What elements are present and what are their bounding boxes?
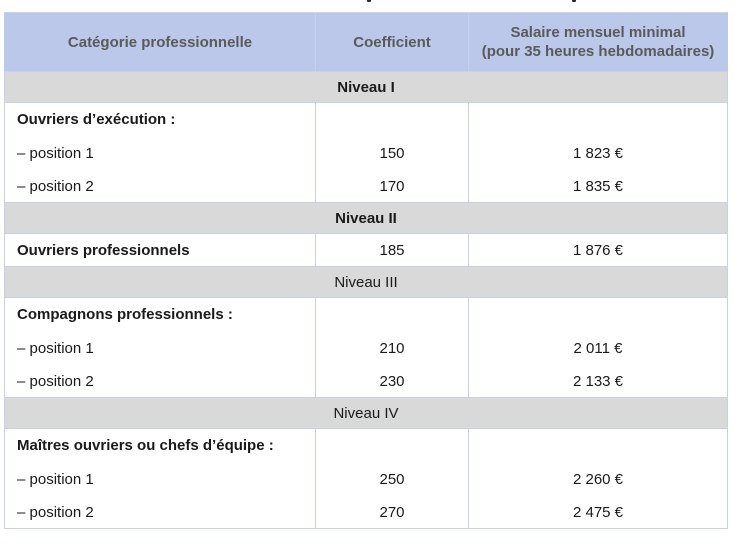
level-row [5,398,728,429]
coefficient-cell [316,103,469,137]
coefficient-cell [316,298,469,332]
table-row [5,365,728,398]
cropped-glyph [572,0,576,2]
level-row [5,203,728,234]
salary-cell: 2 260 € [469,463,728,496]
coefficient-cell: 185 [316,234,469,267]
salary-cell: 1 823 € [469,137,728,170]
coefficient-cell: 230 [316,365,469,398]
coefficient-cell: 170 [316,170,469,203]
level-label: Niveau II [5,203,728,234]
salary-cell [469,298,728,332]
salary-cell: 2 133 € [469,365,728,398]
group-title: Ouvriers d’exécution : [5,103,316,137]
coefficient-cell: 150 [316,137,469,170]
header-category: Catégorie professionnelle [5,13,316,72]
header-salary-line2: (pour 35 heures hebdomadaires) [481,43,715,60]
coefficient-cell: 250 [316,463,469,496]
table-row [5,234,728,267]
header-coefficient: Coefficient [316,13,469,72]
category-cell: – position 1 [5,332,316,365]
category-cell: – position 2 [5,496,316,529]
salary-cell: 2 011 € [469,332,728,365]
group-title-row [5,298,728,332]
category-cell: – position 2 [5,170,316,203]
coefficient-cell: 210 [316,332,469,365]
table-row [5,332,728,365]
top-cropped-edge [0,0,735,8]
table-row [5,463,728,496]
level-label: Niveau III [5,267,728,298]
level-label: Niveau IV [5,398,728,429]
salary-table [4,12,728,529]
level-label: Niveau I [5,72,728,103]
category-cell: – position 1 [5,137,316,170]
table-row [5,137,728,170]
salary-cell: 1 876 € [469,234,728,267]
cropped-glyph [367,0,371,2]
category-cell: Ouvriers professionnels [5,234,316,267]
table-header [5,13,728,72]
group-title: Maîtres ouvriers ou chefs d’équipe : [5,429,316,463]
coefficient-cell [316,429,469,463]
category-cell: – position 2 [5,365,316,398]
category-cell: – position 1 [5,463,316,496]
salary-cell: 1 835 € [469,170,728,203]
salary-cell [469,429,728,463]
table-row [5,170,728,203]
level-row [5,267,728,298]
level-row [5,72,728,103]
group-title-row [5,103,728,137]
header-row [5,13,728,72]
coefficient-cell: 270 [316,496,469,529]
header-salary [469,13,728,72]
header-salary-line1: Salaire mensuel minimal [510,24,686,41]
group-title-row [5,429,728,463]
group-title: Compagnons professionnels : [5,298,316,332]
salary-cell [469,103,728,137]
table-body [5,72,728,529]
table-row [5,496,728,529]
salary-cell: 2 475 € [469,496,728,529]
